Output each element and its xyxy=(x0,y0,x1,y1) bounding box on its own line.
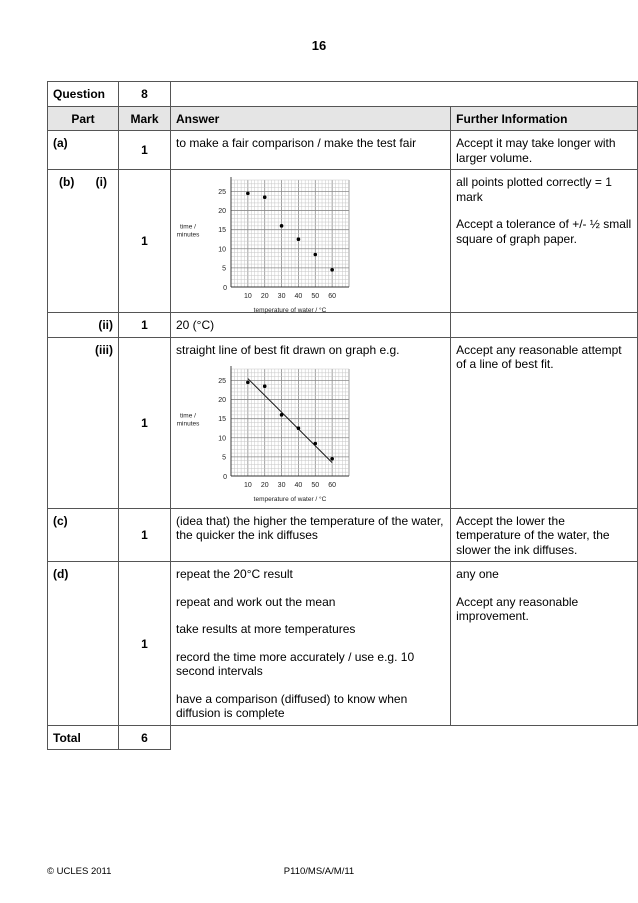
y-axis-label-unit: minutes xyxy=(176,420,200,428)
x-tick-label: 60 xyxy=(328,482,337,489)
answer-a: to make a fair comparison / make the test fair xyxy=(171,131,451,170)
data-point xyxy=(246,192,250,196)
row-b-ii xyxy=(48,313,638,338)
origin-label: 0 xyxy=(223,474,227,481)
page-number: 16 xyxy=(311,38,327,53)
y-tick-label: 15 xyxy=(218,416,226,424)
answer-c: (idea that) the higher the temperature of the water, the quicker the ink diffuses xyxy=(171,508,451,562)
sub-i-label: (i) xyxy=(95,175,107,189)
x-tick-label: 10 xyxy=(243,293,252,300)
total-value: 6 xyxy=(119,725,171,750)
answer-d xyxy=(171,562,451,726)
part-a-label: (a) xyxy=(48,131,119,170)
info-b-i-line-2: Accept a tolerance of +/- ½ small square of graph paper. xyxy=(456,217,632,246)
y-tick-label: 10 xyxy=(218,246,226,254)
info-d-line-1: any one xyxy=(456,567,499,581)
answer-d-item: record the time more accurately / use e.g. 10 second intervals xyxy=(176,649,415,678)
best-fit-line xyxy=(248,379,332,463)
x-tick-label: 20 xyxy=(260,482,269,489)
y-tick-label: 20 xyxy=(218,208,226,216)
answer-d-item: repeat and work out the mean xyxy=(176,594,336,609)
answer-b-iii xyxy=(171,337,451,508)
y-tick-label: 20 xyxy=(218,397,226,405)
header-row xyxy=(48,106,638,131)
data-point xyxy=(297,426,301,430)
info-d-line-2: Accept any reasonable improvement. xyxy=(456,594,579,623)
part-c-label: (c) xyxy=(48,508,119,562)
best-fit-graph xyxy=(171,359,371,503)
info-d xyxy=(451,562,638,726)
info-b-iii: Accept any reasonable attempt of a line of best fit. xyxy=(451,337,638,508)
y-tick-label: 5 xyxy=(222,454,226,462)
sub-ii-label: (ii) xyxy=(48,313,119,338)
y-axis-label-unit: minutes xyxy=(176,231,200,239)
row-b-iii xyxy=(48,337,638,508)
mark-header: Mark xyxy=(119,106,171,131)
origin-label: 0 xyxy=(223,285,227,292)
info-c: Accept the lower the temperature of the water, the slower the ink diffuses. xyxy=(451,508,638,562)
part-b-i-cell xyxy=(48,170,119,313)
y-tick-label: 25 xyxy=(218,188,226,196)
mark-b-ii: 1 xyxy=(119,313,171,338)
y-tick-label: 15 xyxy=(218,227,226,235)
footer-copyright: © UCLES 2011 xyxy=(47,866,112,877)
row-a xyxy=(48,131,638,170)
mark-scheme-table xyxy=(47,81,638,750)
answer-d-item: repeat the 20°C result xyxy=(176,567,293,581)
data-point xyxy=(263,195,267,199)
row-c xyxy=(48,508,638,562)
data-point xyxy=(297,237,301,241)
info-a: Accept it may take longer with larger volume. xyxy=(451,131,638,170)
x-tick-label: 50 xyxy=(311,482,320,489)
mark-d: 1 xyxy=(119,562,171,726)
info-b-i xyxy=(451,170,638,313)
data-point xyxy=(246,381,250,385)
x-axis-label: temperature of water / °C xyxy=(253,496,327,503)
x-tick-label: 50 xyxy=(311,293,320,300)
x-tick-label: 40 xyxy=(294,293,303,300)
data-point xyxy=(330,457,334,461)
y-tick-label: 5 xyxy=(222,265,226,273)
row-b-i xyxy=(48,170,638,313)
y-tick-label: 10 xyxy=(218,435,226,443)
data-point xyxy=(280,413,284,417)
data-point xyxy=(263,384,267,388)
further-info-header: Further Information xyxy=(451,106,638,131)
part-d-label: (d) xyxy=(48,562,119,726)
info-b-i-line-1: all points plotted correctly = 1 mark xyxy=(456,175,612,204)
data-point xyxy=(280,224,284,228)
mark-c: 1 xyxy=(119,508,171,562)
question-blank xyxy=(171,82,638,107)
answer-b-iii-text: straight line of best fit drawn on graph e.g. xyxy=(176,342,400,357)
x-tick-label: 30 xyxy=(277,293,286,300)
x-tick-label: 10 xyxy=(243,482,252,489)
graph-cell-1 xyxy=(171,170,451,313)
data-point xyxy=(313,442,317,446)
question-row xyxy=(48,82,638,107)
total-label: Total xyxy=(48,725,119,750)
question-label: Question xyxy=(48,82,119,107)
graph-group xyxy=(177,177,349,314)
mark-a: 1 xyxy=(119,131,171,170)
y-axis-label: time / xyxy=(180,223,196,231)
row-d xyxy=(48,562,638,726)
x-tick-label: 40 xyxy=(294,482,303,489)
question-number: 8 xyxy=(119,82,171,107)
graph-group xyxy=(177,366,349,503)
x-tick-label: 60 xyxy=(328,293,337,300)
info-b-ii-blank xyxy=(451,313,638,338)
x-tick-label: 20 xyxy=(260,293,269,300)
data-point xyxy=(313,253,317,257)
part-header: Part xyxy=(48,106,119,131)
part-b-label: (b) xyxy=(59,175,75,189)
mark-b-iii: 1 xyxy=(119,337,171,508)
footer-code: P110/MS/A/M/11 xyxy=(283,866,355,877)
scatter-graph-i xyxy=(171,170,381,314)
answer-d-item: have a comparison (diffused) to know when diffusion is complete xyxy=(176,691,408,720)
answer-d-item: take results at more temperatures xyxy=(176,622,356,636)
answer-b-ii: 20 (°C) xyxy=(171,313,451,338)
mark-b-i: 1 xyxy=(119,170,171,313)
y-tick-label: 25 xyxy=(218,377,226,385)
y-axis-label: time / xyxy=(180,412,196,420)
x-axis-label: temperature of water / °C xyxy=(253,307,327,314)
answer-header: Answer xyxy=(171,106,451,131)
total-row xyxy=(48,725,638,750)
x-tick-label: 30 xyxy=(277,482,286,489)
data-point xyxy=(330,268,334,272)
sub-iii-label: (iii) xyxy=(48,337,119,508)
